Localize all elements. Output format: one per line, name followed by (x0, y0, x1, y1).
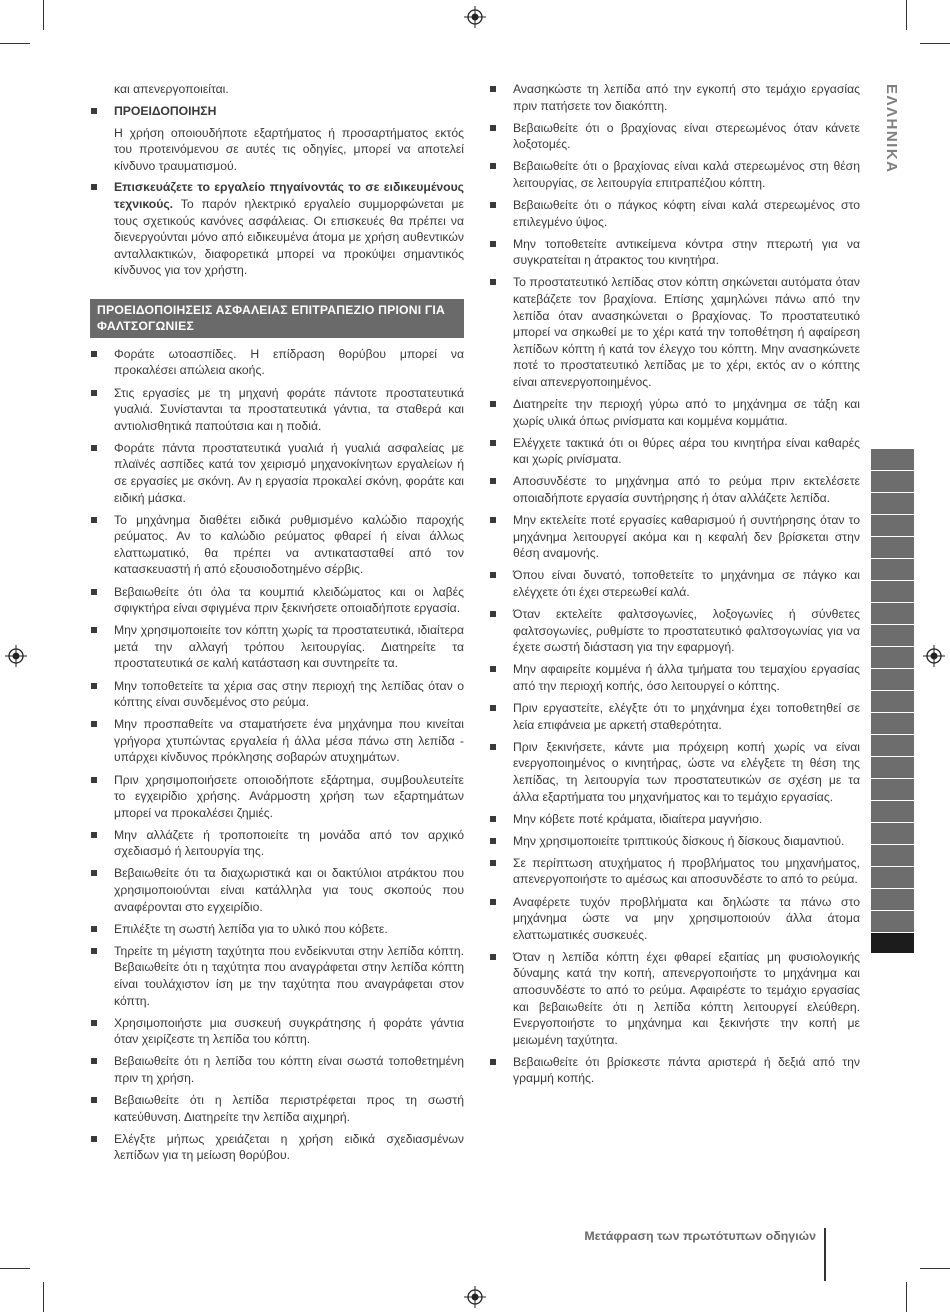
square-bullet-icon (490, 202, 496, 208)
square-bullet-icon (490, 517, 496, 523)
list-item (90, 865, 464, 915)
square-bullet-icon (490, 572, 496, 578)
list-item-text: Μην χρησιμοποιείτε τριπτικούς δίσκους ή δίσκους διαμαντιού. (513, 833, 845, 848)
section-tab (871, 647, 914, 669)
section-tab (871, 801, 914, 823)
square-bullet-icon (91, 390, 97, 396)
square-bullet-icon (91, 926, 97, 932)
list-item-text: Επιλέξτε τη σωστή λεπίδα για το υλικό που κόβετε. (114, 921, 388, 936)
section-tab (871, 581, 914, 603)
crop-mark (906, 1282, 907, 1312)
square-bullet-icon (490, 125, 496, 131)
registration-mark-icon (5, 645, 27, 667)
list-item-text: Πριν εργαστείτε, ελέγξτε ότι το μηχάνημα έχει τοποθετηθεί σε λεία επιφάνεια με αρκετή σταθερότητα. (513, 701, 860, 732)
list-item-text: Φοράτε πάντα προστατευτικά γυαλιά ή γυαλιά ασφαλείας με πλαϊνές ασπίδες κατά τον χειρισμό μηχανοκίνητων εργαλείων ή σε εργασίες με σκόνη. Αν η εργασία προκαλεί σκόνη, φοράτε και ειδική μάσκα. (114, 440, 464, 505)
square-bullet-icon (490, 899, 496, 905)
list-item-text: Ελέγξτε μήπως χρειάζεται η χρήση ειδικά σχεδιασμένων λεπίδων για τη μείωση θορύβου. (114, 1131, 464, 1163)
section-tab (871, 471, 914, 493)
section-heading: ΠΡΟΕΙΔΟΠΟΙΗΣΕΙΣ ΑΣΦΑΛΕΙΑΣ ΕΠΙΤΡΑΠΕΖΙΟ ΠΡΙΟΝΙ ΓΙΑ ΦΑΛΤΣΟΓΩΝΙΕΣ (90, 299, 464, 338)
square-bullet-icon (91, 184, 97, 190)
section-tab (871, 823, 914, 845)
right-column (489, 81, 860, 1093)
section-tab (871, 713, 914, 735)
square-bullet-icon (490, 279, 496, 285)
list-item (489, 473, 860, 506)
square-bullet-icon (91, 108, 97, 114)
list-item (90, 1092, 464, 1125)
square-bullet-icon (91, 589, 97, 595)
list-item (489, 197, 860, 230)
warning-item (90, 103, 464, 120)
list-item (489, 396, 860, 429)
footer-caption: Μετάφραση των πρωτότυπων οδηγιών (584, 1229, 816, 1243)
list-item (489, 81, 860, 114)
list-item (489, 435, 860, 468)
list-item-text: Βεβαιωθείτε ότι όλα τα κουμπιά κλειδώματος και οι λαβές σφιγκτήρα είναι σφιγμένα πριν ξεκινήσετε οποιαδήποτε εργασία. (114, 584, 464, 616)
list-item-text: Βεβαιωθείτε ότι τα διαχωριστικά και οι δακτύλιοι ατράκτου που χρησιμοποιούνται είναι κατάλληλα για τους σκοπούς που αναφέρονται στο εγχειρίδιο. (114, 866, 464, 914)
section-tab (871, 757, 914, 779)
section-tab (871, 625, 914, 647)
square-bullet-icon (490, 241, 496, 247)
list-item (489, 512, 860, 562)
square-bullet-icon (490, 86, 496, 92)
section-tab (871, 669, 914, 691)
list-item (90, 716, 464, 766)
registration-mark-icon (464, 6, 486, 28)
square-bullet-icon (91, 832, 97, 838)
crop-mark (920, 43, 950, 44)
repair-bold-text: Επισκευάζετε το εργαλείο πηγαίνοντάς το σε ειδικευμένους τεχνικούς. (114, 180, 464, 212)
section-tab (871, 911, 914, 933)
list-item-text: Μην αφαιρείτε κομμένα ή άλλα τμήματα του τεμαχίου εργασίας από την περιοχή κοπής, όσο λειτουργεί ο κόπτης. (513, 662, 860, 693)
list-item-text: Φοράτε ωτοασπίδες. Η επίδραση θορύβου μπορεί να προκαλέσει απώλεια ακοής. (114, 346, 464, 378)
list-item-text: Διατηρείτε την περιοχή γύρω από το μηχάνημα σε τάξη και χωρίς υλικά όπως ρινίσματα και κομμένα κομμάτια. (513, 397, 860, 428)
list-item (90, 385, 464, 435)
list-item (90, 772, 464, 822)
square-bullet-icon (490, 860, 496, 866)
section-tab (871, 691, 914, 713)
list-item (489, 567, 860, 600)
section-tab (871, 515, 914, 537)
list-item-text: Σε περίπτωση ατυχήματος ή προβλήματος του μηχανήματος, απενεργοποιήστε το αμέσως και αποσυνδέστε το από το ρεύμα. (513, 855, 860, 887)
language-tab-label: ΕΛΛΗΝΙΚΑ (883, 84, 900, 174)
square-bullet-icon (490, 163, 496, 169)
list-item-text: Βεβαιωθείτε ότι η λεπίδα περιστρέφεται προς τη σωστή κατεύθυνση. Διατηρείτε την λεπίδα αιχμηρή. (114, 1093, 464, 1124)
list-item-text: Χρησιμοποιήστε μια συσκευή συγκράτησης ή φοράτε γάντια όταν χειρίζεστε τη λεπίδα του κόπτη. (114, 1015, 464, 1047)
crop-mark (43, 1282, 44, 1312)
intro-continuation: και απενεργοποιείται. (114, 82, 229, 96)
crop-mark (906, 0, 907, 30)
list-item-text: Μην τοποθετείτε τα χέρια σας στην περιοχή της λεπίδας όταν ο κόπτης είναι συνδεμένος στο ρεύμα. (114, 678, 464, 710)
section-tab (871, 449, 914, 471)
square-bullet-icon (490, 705, 496, 711)
list-item-text: Μην τοποθετείτε αντικείμενα κόντρα στην πτερωτή για να συγκρατείται η άτρακτος του κινητήρα. (513, 236, 860, 268)
square-bullet-icon (91, 517, 97, 523)
section-tab (871, 867, 914, 889)
square-bullet-icon (490, 744, 496, 750)
footer-rule (824, 1228, 826, 1281)
crop-mark (0, 43, 30, 44)
list-item (90, 1015, 464, 1048)
square-bullet-icon (91, 351, 97, 357)
list-item (489, 949, 860, 1049)
list-item-text: Μην κόβετε ποτέ κράματα, ιδιαίτερα μαγνήσιο. (513, 811, 763, 826)
left-column (90, 81, 464, 1169)
list-item (489, 274, 860, 390)
list-item-text: Μην εκτελείτε ποτέ εργασίες καθαρισμού ή συντήρησης όταν το μηχάνημα λειτουργεί ακόμα και η κεφαλή δεν βρίσκεται στην θέση αναμονής. (513, 513, 860, 561)
list-item (90, 584, 464, 617)
list-item (489, 855, 860, 888)
square-bullet-icon (490, 816, 496, 822)
list-item-text: Μην προσπαθείτε να σταματήσετε ένα μηχάνημα που κινείται γρήγορα χτυπώντας εργαλεία ή άλλα μέσα πάνω στη λεπίδα - υπάρχει κίνδυνος πρόκλησης σοβαρών ατυχημάτων. (114, 717, 464, 765)
square-bullet-icon (490, 954, 496, 960)
list-item (489, 739, 860, 805)
list-item (489, 811, 860, 828)
list-item-text: Πριν ξεκινήσετε, κάντε μια πρόχειρη κοπή χωρίς να είναι ενεργοποιημένος ο κινητήρας, ώστε να ελέγξετε τη θέση της λεπίδας, τη λειτουργία των προστατευτικών σε σχέση με τα άλλα εξαρτήματα του μηχανήματος και το τεμάχιο εργασίας. (513, 739, 860, 804)
section-tab (871, 845, 914, 867)
list-item (90, 1053, 464, 1086)
list-item-text: Όπου είναι δυνατό, τοποθετείτε το μηχάνημα σε πάγκο και ελέγχετε ότι έχει στερεωθεί καλά. (513, 568, 860, 600)
list-item (489, 833, 860, 850)
list-item (90, 512, 464, 578)
square-bullet-icon (91, 1097, 97, 1103)
list-item-text: Όταν εκτελείτε φαλτσογωνίες, λοξογωνίες ή σύνθετες φαλτσογωνίες, ρυθμίστε το προστατευτικό φαλτσογωνίας για να έχετε σωστή διάσταση για την εφαρμογή. (513, 607, 860, 655)
list-item (489, 236, 860, 269)
registration-mark-icon (923, 645, 945, 667)
square-bullet-icon (91, 627, 97, 633)
list-item-text: Βεβαιωθείτε ότι ο βραχίονας είναι στερεωμένος όταν κάνετε λοξοτομές. (513, 120, 860, 152)
list-item-text: Βεβαιωθείτε ότι η λεπίδα του κόπτη είναι σωστά τοποθετημένη πριν τη χρήση. (114, 1054, 464, 1085)
list-item (489, 158, 860, 191)
list-item-text: Στις εργασίες με τη μηχανή φοράτε πάντοτε προστατευτικά γυαλιά. Συνίστανται τα προστατευτικά γάντια, τα σταθερά και αντιολισθητικά παπούτσια και η ποδιά. (114, 385, 464, 433)
square-bullet-icon (490, 401, 496, 407)
square-bullet-icon (490, 838, 496, 844)
square-bullet-icon (91, 445, 97, 451)
list-item-text: Όταν η λεπίδα κόπτη έχει φθαρεί εξαιτίας μη φυσιολογικής δύναμης κατά την κοπή, απενεργοποιήστε το μηχάνημα και αποσυνδέστε το από το ρεύμα. Αφαιρέστε το τεμάχιο εργασίας και βεβαιωθείτε ότι η λεπίδα κόπτη λειτουργεί ελεύθερη. Ενεργοποιήστε το μηχάνημα και ξεκινήστε την κοπή με μειωμένη ταχύτητα. (513, 949, 860, 1047)
square-bullet-icon (490, 666, 496, 672)
section-tab (871, 559, 914, 581)
crop-mark (0, 1268, 30, 1269)
square-bullet-icon (91, 948, 97, 954)
repair-item (90, 179, 464, 279)
section-tab (871, 537, 914, 559)
list-item (90, 678, 464, 711)
list-item-text: Ανασηκώστε τη λεπίδα από την εγκοπή στο τεμάχιο εργασίας πριν πατήσετε τον διακόπτη. (513, 82, 860, 113)
square-bullet-icon (490, 478, 496, 484)
list-item (90, 440, 464, 506)
list-item-text: Το προστατευτικό λεπίδας στον κόπτη σηκώνεται αυτόματα όταν κατεβάζετε τον βραχίονα. Επίσης χαμηλώνει πάνω από την λεπίδα όταν ανασηκώνεται ο βραχίονας. Το προστατευτικό μπορεί να σηκωθεί με το χέρι κατά την τοποθέτηση ή αφαίρεση λεπίδων κόπτη ή κατά τον έλεγχο του κόπτη. Μην ανασηκώνετε ποτέ το προστατευτικό λεπίδας με το χέρι, εκτός αν ο κόπτης είναι απενεργοποιημένος. (513, 275, 860, 389)
square-bullet-icon (91, 870, 97, 876)
list-item (489, 120, 860, 153)
list-item (489, 700, 860, 733)
square-bullet-icon (91, 683, 97, 689)
square-bullet-icon (91, 721, 97, 727)
square-bullet-icon (91, 1058, 97, 1064)
list-item (90, 622, 464, 672)
section-tab (871, 779, 914, 801)
list-item (489, 606, 860, 656)
list-item-text: Το μηχάνημα διαθέτει ειδικά ρυθμισμένο καλώδιο παροχής ρεύματος. Αν το καλώδιο ρεύματος φθαρεί ή είναι άλλως ελαττωματικό, θα πρέπει να αντικατασταθεί από τον κατασκευαστή ή από εξουσιοδοτημένο σέρβις. (114, 512, 464, 577)
repair-text: Το παρόν ηλεκτρικό εργαλείο συμμορφώνεται με τους σχετικούς κανόνες ασφάλειας. Οι επισκευές θα πρέπει να διενεργούνται μόνο από ειδικευμένα άτομα με χρήση αυθεντικών ανταλλακτικών, διαφορετικά μπορεί να προκύψει σημαντικός κίνδυνος για τον χρήστη. (114, 197, 464, 278)
list-item (489, 661, 860, 694)
list-item-text: Αναφέρετε τυχόν προβλήματα και δηλώστε τα πάνω στο μηχάνημα ώστε να μην χρησιμοποιούν άλλα άτομα ελαττωματικές συσκευές. (513, 894, 860, 942)
list-item-text: Πριν χρησιμοποιήσετε οποιοδήποτε εξάρτημα, συμβουλευτείτε το εγχειρίδιο χρήσης. Ανάρμοστη χρήση των εξαρτημάτων μπορεί να προκαλέσει ζημιές. (114, 772, 464, 820)
square-bullet-icon (91, 777, 97, 783)
crop-mark (43, 0, 44, 30)
list-item-text: Μην χρησιμοποιείτε τον κόπτη χωρίς τα προστατευτικά, ιδιαίτερα μετά την αλλαγή τρόπου λειτουργίας. Διατηρείτε τα προστατευτικά σε καλή κατάσταση και συντηρείτε τα. (114, 623, 464, 671)
section-tab (871, 603, 914, 625)
list-item (90, 921, 464, 938)
square-bullet-icon (91, 1020, 97, 1026)
square-bullet-icon (91, 1136, 97, 1142)
list-item (90, 1131, 464, 1164)
section-tab (871, 735, 914, 757)
square-bullet-icon (490, 611, 496, 617)
registration-mark-icon (464, 1286, 486, 1308)
list-item-text: Βεβαιωθείτε ότι ο πάγκος κόφτη είναι καλά στερεωμένος στο επιλεγμένο ύψος. (513, 198, 860, 229)
list-item-text: Μην αλλάζετε ή τροποποιείτε τη μονάδα από τον αρχικό σχεδιασμό ή λειτουργία της. (114, 827, 464, 859)
square-bullet-icon (490, 440, 496, 446)
list-item-text: Τηρείτε τη μέγιστη ταχύτητα που ενδείκνυται στην λεπίδα κόπτη. Βεβαιωθείτε ότι η ταχύτητα που αναγράφεται στην λεπίδα κόπτη είναι τουλάχιστον ίση με την ταχύτητα που αναγράφεται στον κόπτη. (114, 943, 464, 1008)
crop-mark (920, 1268, 950, 1269)
list-item-text: Βεβαιωθείτε ότι βρίσκεστε πάντα αριστερά ή δεξιά από την γραμμή κοπής. (513, 1054, 860, 1086)
square-bullet-icon (490, 1059, 496, 1065)
left-safety-list (90, 346, 464, 1164)
list-item-text: Ελέγχετε τακτικά ότι οι θύρες αέρα του κινητήρα είναι καθαρές και χωρίς ρινίσματα. (513, 435, 860, 467)
warning-title: ΠΡΟΕΙΔΟΠΟΙΗΣΗ (114, 103, 217, 118)
list-item-text: Αποσυνδέστε το μηχάνημα από το ρεύμα πριν εκτελέσετε οποιαδήποτε εργασία συντήρησης ή όταν αλλάζετε λεπίδα. (513, 474, 860, 506)
list-item (90, 827, 464, 860)
list-item (489, 894, 860, 944)
list-item (90, 346, 464, 379)
list-item (90, 943, 464, 1009)
warning-text: Η χρήση οποιουδήποτε εξαρτήματος ή προσαρτήματος εκτός του προτεινόμενου σε αυτές τις οδηγίες, μπορεί να αποτελεί κίνδυνο τραυματισμού. (114, 125, 464, 173)
section-tab-strip (871, 449, 914, 953)
section-tab (871, 889, 914, 911)
active-section-tab (871, 933, 914, 953)
list-item-text: Βεβαιωθείτε ότι ο βραχίονας είναι καλά στερεωμένος στη θέση λειτουργίας, σε λειτουργία επιτραπέζιου κόπτη. (513, 159, 860, 190)
list-item (489, 1054, 860, 1087)
section-tab (871, 493, 914, 515)
right-safety-list (489, 81, 860, 1087)
